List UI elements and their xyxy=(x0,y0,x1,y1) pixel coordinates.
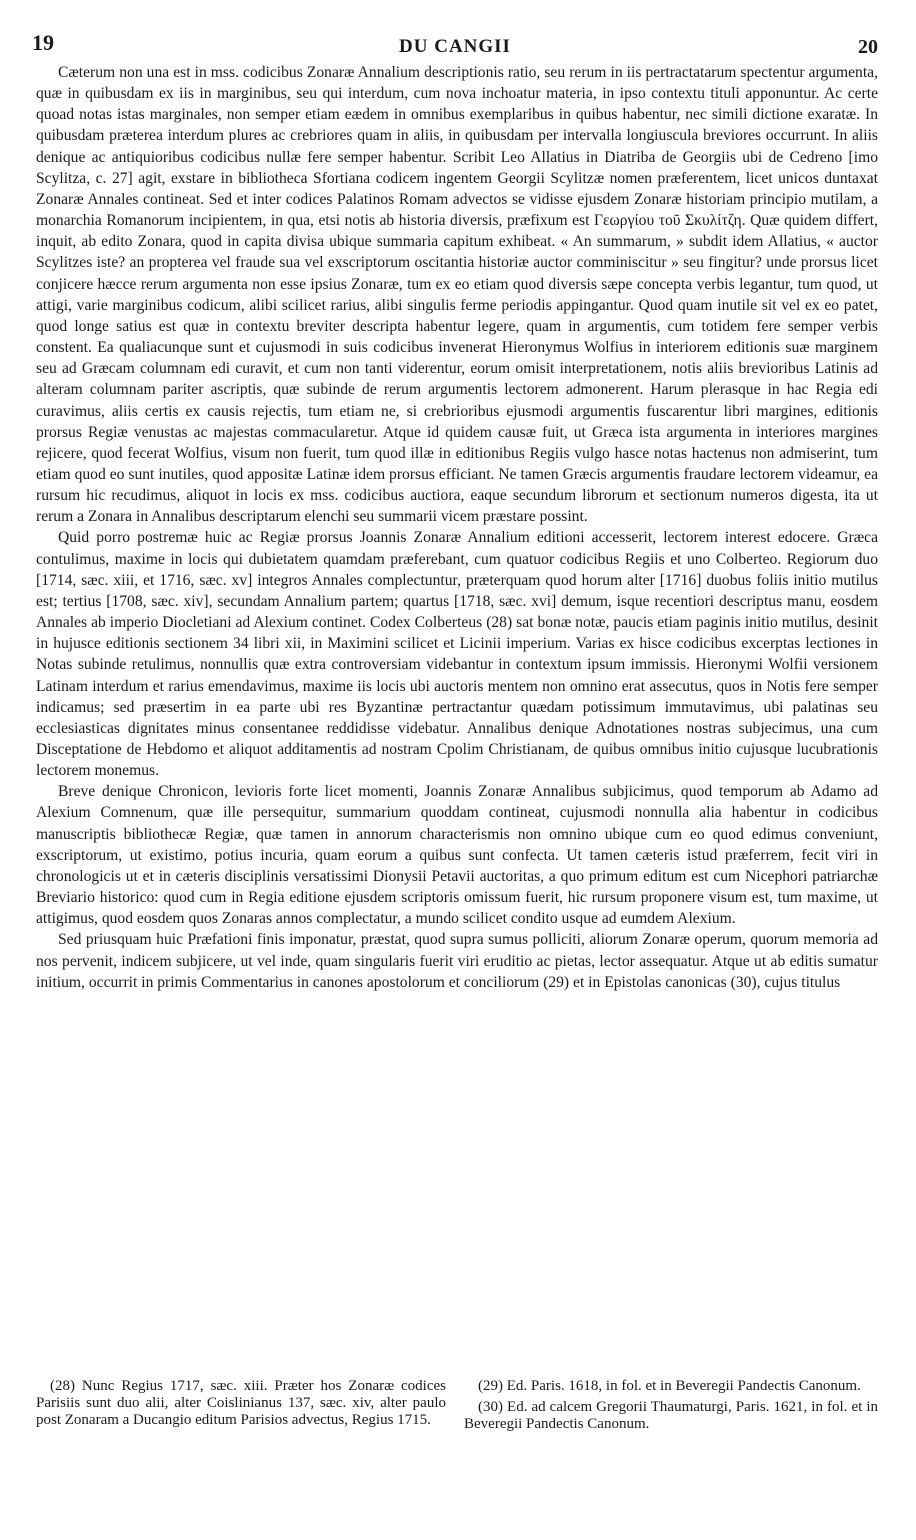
running-header xyxy=(32,30,878,64)
paragraph: Breve denique Chronicon, levioris forte licet momenti, Joannis Zonaræ Annalibus subjicimus, quod temporum ab Adamo ad Alexium Comnenum, quæ ille persequitur, summarium quoddam contineat, cujusmodi nonnulla alia habentur in codicibus manuscriptis bibliothecæ Regiæ, quæ tamen in annorum characterismis non omnino ubique cum eo quod edimus conveniunt, exscriptorum, ut existimo, potius incuria, quam eorum a quibus sunt confecta. Ut tamen cæteris istud præferrem, fecit viri in chronologicis ut et in cæteris disciplinis versatissimi Dionysii Petavii auctoritas, a quo primum editum est cum Nicephori patriarchæ Breviario historico: quod cum in Regia editione ejusdem scriptoris omissum fuerit, hic rursum proponere visum est, tum maxime, ut attigimus, quod eosdem quos Zonaras annos complectatur, a mundo scilicet condito usque ad eumdem Alexium. xyxy=(36,783,878,928)
running-title: DU CANGII xyxy=(399,36,511,57)
footnote-28: (28) Nunc Regius 1717, sæc. xiii. Præter hos Zonaræ codices Parisiis sunt duo alii, alter Coislinianus 137, sæc. xiv, alter paulo post Zonaram a Ducangio editum Parisios advectus, Regius 1715. xyxy=(36,1378,446,1429)
main-text xyxy=(36,62,878,993)
paragraph: Quid porro postremæ huic ac Regiæ prorsus Joannis Zonaræ Annalium editioni accesserit, lectorem interest edocere. Græca contulimus, maxime in locis qui dubietatem quamdam præferebant, cum quatuor codicibus Regiis et uno Colberteo. Regiorum duo [1714, sæc. xiii, et 1716, sæc. xv] integros Annales complectuntur, præterquam quod horum alter [1716] duobus foliis initio mutilus est; tertius [1708, sæc. xiv], secundam Annalium partem; quartus [1718, sæc. xvi] demum, isque recentiori descriptus manu, eosdem Annales ab imperio Diocletiani ad Alexium continet. Codex Colberteus (28) sat bonæ notæ, paucis etiam paginis initio mutilus, desinit in hujusce editionis sectionem 34 libri xii, in Maximini scilicet et Licinii imperium. Varias ex hisce codicibus excerptas lectiones in Notas subinde retulimus, nonnullis quæ extra controversiam videbantur in contextum ipsum immissis. Hieronymi Wolfii versionem Latinam interdum et rarius emendavimus, maxime iis locis ubi auctoris mentem non omnino erat assecutus, quos in Notis fere semper indicamus; sed præsertim in ea parte ubi res Byzantinæ pertractantur quædam potissimum immutavimus, ubi palatinas seu ecclesiasticas dignitates minus consentanee reddidisse videbatur. Annalibus denique Adnotationes nostras subjecimus, una cum Disceptatione de Hebdomo et aliquot additamentis ad nostram Cpolim Christianam, de quibus omnibus initio cujusque lucubrationis lectorem monemus. xyxy=(36,529,878,780)
footnote-30: (30) Ed. ad calcem Gregorii Thaumaturgi, Paris. 1621, in fol. et in Beveregii Pandectis Canonum. xyxy=(464,1399,878,1433)
footnotes-right-column xyxy=(464,1378,878,1438)
footnote-29: (29) Ed. Paris. 1618, in fol. et in Beveregii Pandectis Canonum. xyxy=(478,1378,861,1394)
paragraph: Cæterum non una est in mss. codicibus Zonaræ Annalium descriptionis ratio, seu rerum in iis pertractatarum spectentur argumenta, quæ in quibusdam ex iis in marginibus, seu qui interdum, cum nova inchoatur materia, in ipso contextu tituli apponuntur. Ac certe quoad notas istas marginales, non semper etiam eædem in omnibus exemplaribus in quibus habentur, nec simili dictione exaratæ. In quibusdam præterea interdum plures ac crebriores quam in aliis, in quibusdam per intervalla longiuscula breviores occurrunt. In aliis denique ac antiquioribus codicibus nullæ fere semper habentur. Scribit Leo Allatius in Diatriba de Georgiis ubi de Cedreno [imo Scylitza, c. 27] agit, exstare in bibliotheca Sfortiana codicem ingentem Georgii Scylitzæ nomen præferentem, licet unicos duntaxat Zonaræ Annales contineat. Sed et inter codices Palatinos Romam advectos se vidisse ejusdem Zonaræ historiam principio mutilam, a monarchia Romanorum incipientem, in qua, etsi notis ab historia diversis, præfixum est Γεωργίου τοῦ Σκυλίτζη. Quæ quidem differt, inquit, ab edito Zonara, quod in capita divisa ubique summaria capitum exhibeat. « An summarum, » subdit idem Allatius, « auctor Scylitzes iste? an propterea vel fraude sua vel exscriptorum oscitantia historiæ auctor comminiscitur » seu fingitur? unde prorsus licet conjicere hæcce rerum argumenta non esse ipsius Zonaræ, tum ex eo etiam quod diversis sæpe concepta verbis legantur, tum quod, ut attigi, varie marginibus codicum, alibi scilicet rarius, alibi singulis ferme periodis appingantur. Quod quam inutile sit vel ex eo patet, quod longe satius est quæ in contextu breviter descripta habentur legere, quam in argumentis, cum totidem fere semper verbis constent. Ea qualiacunque sunt et cujusmodi in suis codicibus invenerat Hieronymus Wolfius in interiorem editionis suæ marginem seu ad Græcam columnam edi curavit, et cum non tanti viderentur, eorum omisit interpretationem, notis aliis brevioribus Latinis ad alteram columnam pariter ascriptis, quæ subinde de rerum argumentis lectorem admonerent. Harum plerasque in hac Regia edi curavimus, aliis certis ex causis rejectis, tum etiam ne, si crebrioribus ejusmodi argumentis fuscarentur libri margines, editionis prorsus Regiæ venustas ac majestas commacularetur. Atque id quidem causæ fuit, ut Græca ista argumenta in interiores margines rejicere, quod fecerat Wolfius, visum non fuerit, tum quod illæ in editionibus Regiis vulgo hasce notas hactenus non admiserint, tum etiam quod eo sunt inutiles, quod appositæ Latinæ idem prorsus efficiant. Ne tamen Græcis argumentis fraudare lectorem videamur, ea rursum hic recudimus, aliquot in locis ex mss. codicibus auctiora, eaque secundum librorum et sectionum numeros digesta, ita ut rerum a Zonara in Annalibus descriptarum elenchi seu summarii vicem præstare possint. xyxy=(36,64,878,526)
paragraph: Sed priusquam huic Præfationi finis imponatur, præstat, quod supra sumus polliciti, aliorum Zonaræ operum, quorum memoria ad nos pervenit, indicem subjicere, ut vel inde, quam singularis fuerit viri eruditio ac pietas, lector assequatur. Atque ut ab editis sumatur initium, occurrit in primis Commentarius in canones apostolorum et conciliorum (29) et in Epistolas canonicas (30), cujus titulus xyxy=(36,931,878,991)
page-number-right: 20 xyxy=(858,36,878,58)
footnotes-left-column xyxy=(36,1378,446,1434)
page-number-left: 19 xyxy=(32,30,54,55)
